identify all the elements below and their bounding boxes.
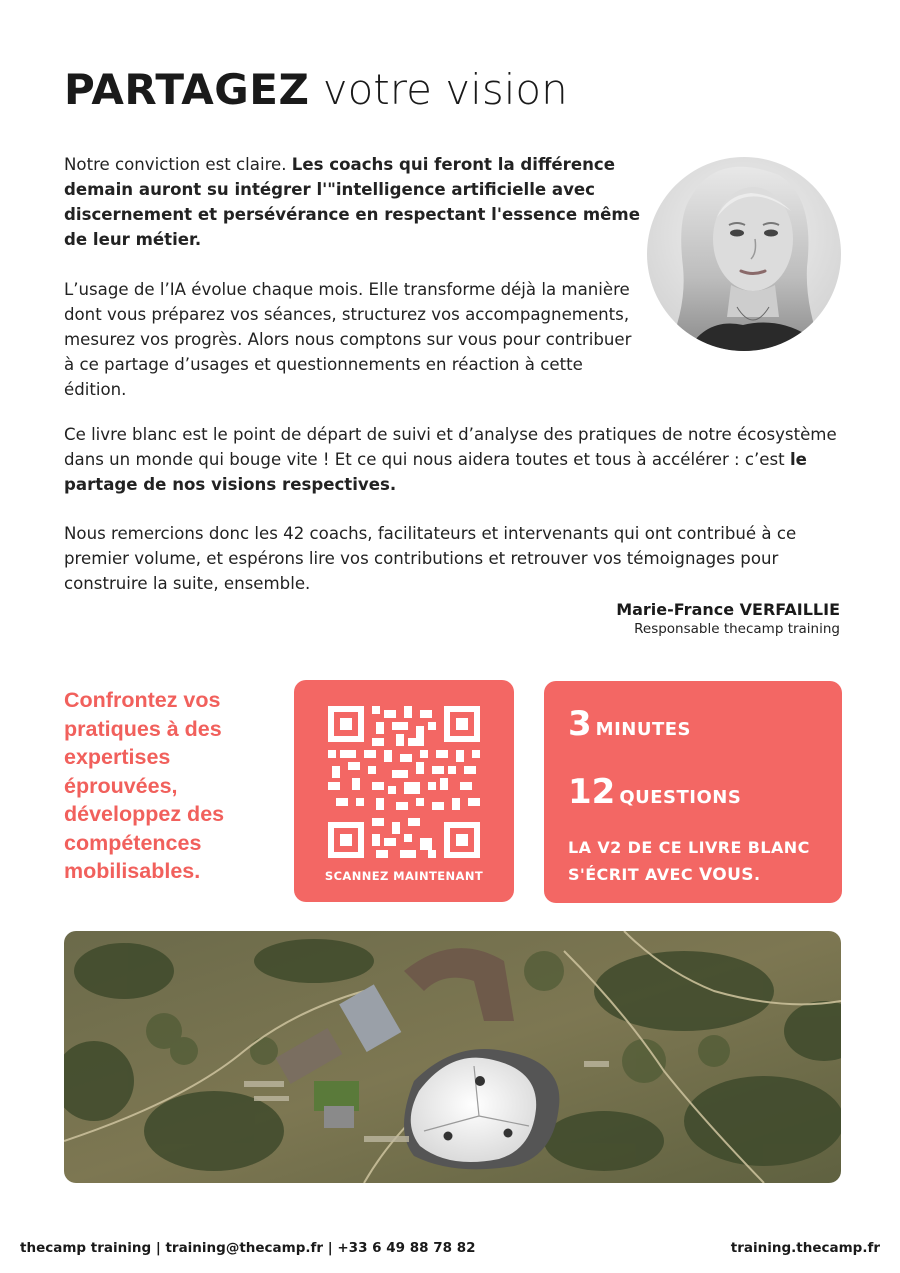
stat-questions-number: 12	[568, 772, 616, 812]
cta-line2-emphasis: VOUS	[698, 865, 754, 885]
cta-text	[568, 834, 810, 889]
aerial-image	[64, 931, 841, 1183]
tagline: Confrontez vos pratiques à des expertises éprouvées, développez des compétences mobilisables.	[64, 688, 225, 883]
stat-questions-unit: QUESTIONS	[619, 787, 742, 808]
author-portrait	[647, 157, 841, 351]
signature-block	[616, 599, 840, 638]
ai-usage-paragraph: L’usage de l’IA évolue chaque mois. Elle transforme déjà la manière dont vous préparez vos séances, structurez vos accompagnements, mesurez vos progrès. Alors nous comptons sur vous pour contribuer à ce partage d’usages et questionnements en réaction à cette édition.	[64, 280, 632, 399]
stat-minutes-number: 3	[568, 704, 592, 744]
whitepaper-bold: le partage de nos visions respectives.	[64, 450, 807, 494]
footer-website-link[interactable]: training.thecamp.fr	[730, 1240, 880, 1256]
title-light: votre vision	[309, 65, 568, 114]
page-title	[64, 62, 568, 118]
cta-line2	[568, 861, 810, 889]
thanks-paragraph: Nous remercions donc les 42 coachs, facilitateurs et intervenants qui ont contribué à ce premier volume, et espérons lire vos contributions et retrouver vos témoignages pour construire la suite, ensemble.	[64, 524, 797, 593]
qr-code-icon[interactable]	[328, 706, 480, 858]
cta-line2-post: .	[753, 865, 761, 884]
qr-card[interactable]	[294, 680, 514, 902]
cta-line1: LA V2 DE CE LIVRE BLANC	[568, 838, 810, 857]
whitepaper-paragraph	[64, 422, 844, 497]
stat-questions	[568, 772, 741, 812]
signature-role: Responsable thecamp training	[634, 621, 840, 637]
intro-paragraph	[64, 152, 644, 252]
stat-minutes-unit: MINUTES	[595, 719, 691, 740]
cta-line2-pre: S'ÉCRIT AVEC	[568, 865, 699, 884]
title-strong: PARTAGEZ	[64, 65, 310, 114]
qr-caption: SCANNEZ MAINTENANT	[324, 869, 484, 883]
footer-contact: thecamp training | training@thecamp.fr | +33 6 49 88 78 82	[20, 1240, 476, 1256]
intro-bold: Les coachs qui feront la différence demain auront su intégrer l'"intelligence artificielle avec discernement et persévérance en respectant l'essence même de leur métier.	[64, 155, 640, 249]
whitepaper-plain: Ce livre blanc est le point de départ de suivi et d’analyse des pratiques de notre écosystème dans un monde qui bouge vite ! Et ce qui nous aidera toutes et tous à accélérer : c’est	[64, 425, 837, 469]
stat-minutes	[568, 704, 691, 744]
portrait-photo	[647, 157, 841, 351]
signature-name: Marie-France VERFAILLIE	[616, 600, 840, 619]
campus-aerial-photo	[64, 931, 841, 1183]
intro-plain: Notre conviction est claire.	[64, 155, 292, 174]
